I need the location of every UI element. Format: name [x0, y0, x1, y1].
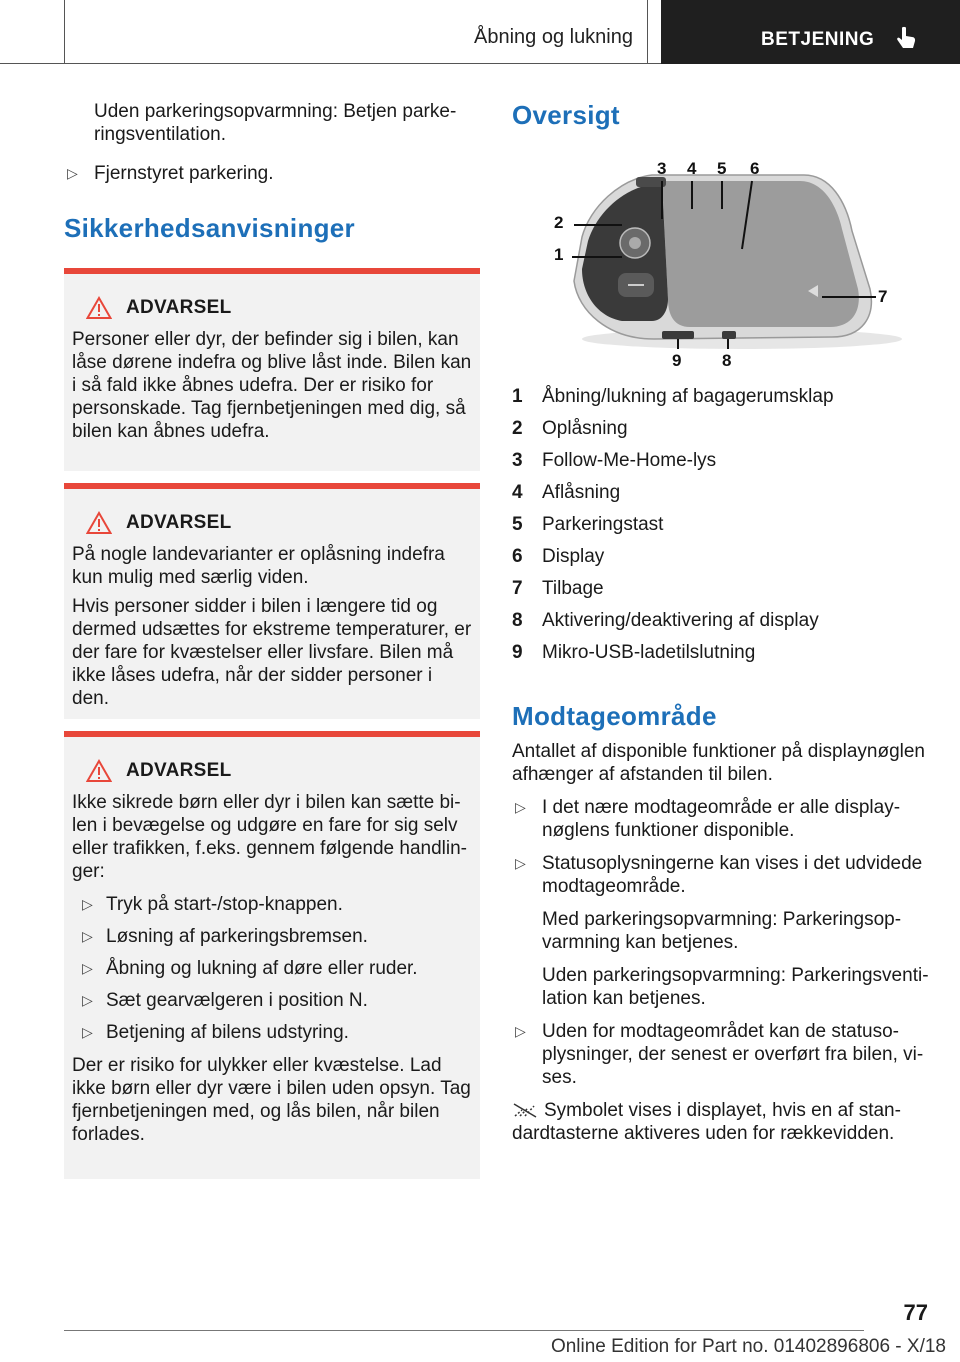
- reception-intro: Antallet af disponible funktioner på displaynøglen afhænger af afstanden til bilen.: [512, 741, 925, 785]
- warning-bullet: [72, 925, 472, 948]
- left-column: [64, 100, 480, 1179]
- warning-bullet-text: Tryk på start-/stop-knappen.: [106, 894, 343, 915]
- bullet-triangle-icon: ▷: [82, 896, 93, 912]
- symbol-note: [512, 1099, 930, 1145]
- header-section-tab: [661, 0, 960, 64]
- legend-item: [512, 541, 930, 573]
- callout-3: 3: [657, 159, 667, 178]
- warning-bullet-text: Betjening af bilens udstyring.: [106, 1022, 349, 1043]
- warning-box-3: [64, 731, 480, 1179]
- legend-number: 8: [512, 610, 523, 631]
- footer-rule: [64, 1330, 864, 1331]
- warning-bullet-text: Løsning af parkeringsbremsen.: [106, 926, 368, 947]
- callout-2: 2: [554, 213, 564, 232]
- legend-number: 6: [512, 546, 523, 567]
- intro-bullet: [64, 162, 480, 185]
- header-chapter-box: [64, 0, 648, 63]
- bullet-triangle-icon: ▷: [515, 855, 526, 871]
- reception-bullet-2: [512, 852, 930, 898]
- legend-label: Follow-Me-Home-lys: [542, 450, 717, 471]
- bullet-triangle-icon: ▷: [82, 928, 93, 944]
- warning-text: På nogle landevarianter er oplåsning indefra kun mulig med særlig viden.: [72, 544, 445, 588]
- callout-5: 5: [717, 159, 727, 178]
- symbol-note-text: Symbolet vises i displayet, hvis en af standardtasterne aktiveres uden for rækkevidden.: [512, 1100, 901, 1144]
- callout-9: 9: [672, 351, 682, 370]
- reception-bullet-text: Uden for modtageområdet kan de statusoplysninger, der senest er overført fra bilen, vises.: [542, 1021, 924, 1088]
- legend-number: 5: [512, 514, 523, 535]
- edition-note: Online Edition for Part no. 01402896806 - X/18: [550, 1336, 946, 1357]
- legend-item: [512, 413, 930, 445]
- bullet-triangle-icon: ▷: [515, 1023, 526, 1039]
- warning-title: ADVARSEL: [126, 297, 232, 318]
- legend-number: 7: [512, 578, 523, 599]
- reception-bullet-3: [512, 1020, 930, 1089]
- legend-item: [512, 637, 930, 669]
- warning-bullet-text: Sæt gearvælgeren i position N.: [106, 990, 368, 1011]
- callout-1: 1: [554, 245, 564, 264]
- intro-bullet-text: Fjernstyret parkering.: [94, 163, 274, 184]
- warning-text: Personer eller dyr, der befinder sig i bilen, kan låse dørene indefra og blive låst inde. Bilen kan i så fald ikke åbnes udefra. Der er risiko for personskade. Tag fjernbetjeningen med dig, så bilen kan åbnes udefra.: [72, 329, 472, 442]
- legend-item: [512, 381, 930, 413]
- legend-item: [512, 605, 930, 637]
- legend-label: Aktivering/deaktivering af display: [542, 610, 819, 631]
- callout-7: 7: [878, 287, 888, 306]
- warning-box-1: [64, 268, 480, 471]
- bullet-triangle-icon: ▷: [67, 165, 78, 181]
- reception-heading: Modtageområde: [512, 701, 717, 731]
- warning-header: [72, 511, 472, 535]
- chapter-title: Åbning og lukning: [473, 26, 633, 48]
- safety-heading: Sikkerhedsanvisninger: [64, 213, 355, 243]
- warning-bullet: [72, 1021, 472, 1044]
- warning-header: [72, 296, 472, 320]
- legend-number: 9: [512, 642, 523, 663]
- legend-label: Tilbage: [542, 578, 604, 599]
- reception-bullet-1: [512, 796, 930, 842]
- legend-list: [512, 381, 930, 669]
- reception-bullet-text: I det nære modtageområde er alle displaynøglens funktioner disponible.: [542, 797, 901, 841]
- bullet-triangle-icon: ▷: [515, 799, 526, 815]
- reception-sub-text: Med parkeringsopvarmning: Parkeringsopvarmning kan betjenes.: [542, 909, 902, 953]
- callout-4: 4: [687, 159, 697, 178]
- pointing-hand-icon: [895, 26, 919, 52]
- section-title: BETJENING: [761, 29, 875, 50]
- bullet-triangle-icon: ▷: [82, 992, 93, 1008]
- reception-bullet-text: Statusoplysningerne kan vises i det udvidede modtageområde.: [542, 853, 923, 897]
- callout-6: 6: [750, 159, 760, 178]
- legend-number: 1: [512, 386, 523, 407]
- warning-triangle-icon: [86, 296, 112, 320]
- warning-bullet-text: Åbning og lukning af døre eller ruder.: [106, 958, 418, 979]
- overview-heading: Oversigt: [512, 100, 620, 130]
- reception-sub-text: Uden parkeringsopvarmning: Parkeringsventilation kan betjenes.: [542, 965, 929, 1009]
- legend-item: [512, 509, 930, 541]
- intro-text: Uden parkeringsopvarmning: Betjen parkeringsventilation.: [94, 101, 457, 145]
- page-number: 77: [903, 1300, 928, 1325]
- warning-bullet: [72, 957, 472, 980]
- out-of-range-signal-icon: [512, 1102, 538, 1118]
- legend-number: 4: [512, 482, 523, 503]
- legend-item: [512, 445, 930, 477]
- warning-header: [72, 759, 472, 783]
- legend-item: [512, 477, 930, 509]
- warning-triangle-icon: [86, 511, 112, 535]
- key-fob-illustration: [512, 149, 930, 369]
- warning-box-2: [64, 483, 480, 719]
- warning-triangle-icon: [86, 759, 112, 783]
- callout-8: 8: [722, 351, 732, 370]
- key-fob-drawing: [512, 149, 930, 369]
- legend-label: Display: [542, 546, 605, 567]
- warning-title: ADVARSEL: [126, 760, 232, 781]
- right-column: [512, 100, 930, 1145]
- warning-bullet: [72, 893, 472, 916]
- warning-text: Hvis personer sidder i bilen i længere tid og dermed udsættes for ekstreme temperaturer, er der fare for kvæstelser eller livsfare. Bilen må ikke låses udefra, når der sidder personer i den.: [72, 596, 472, 709]
- warning-title: ADVARSEL: [126, 512, 232, 533]
- bullet-triangle-icon: ▷: [82, 1024, 93, 1040]
- legend-label: Åbning/lukning af bagagerumsklap: [542, 386, 834, 407]
- legend-label: Aflåsning: [542, 482, 621, 503]
- bullet-triangle-icon: ▷: [82, 960, 93, 976]
- warning-bullet: [72, 989, 472, 1012]
- warning-text: Der er risiko for ulykker eller kvæstelse. Lad ikke børn eller dyr være i bilen uden opsyn. Tag fjernbetjeningen med, og lås bilen, når bilen forlades.: [72, 1055, 471, 1145]
- legend-number: 3: [512, 450, 523, 471]
- legend-number: 2: [512, 418, 523, 439]
- legend-label: Oplåsning: [542, 418, 628, 439]
- legend-item: [512, 573, 930, 605]
- warning-text: Ikke sikrede børn eller dyr i bilen kan sætte bilen i bevægelse og udgøre en fare for sig selv eller trafikken, f.eks. gennem følgende handlinger:: [72, 792, 467, 882]
- legend-label: Parkeringstast: [542, 514, 664, 535]
- legend-label: Mikro-USB-ladetilslutning: [542, 642, 756, 663]
